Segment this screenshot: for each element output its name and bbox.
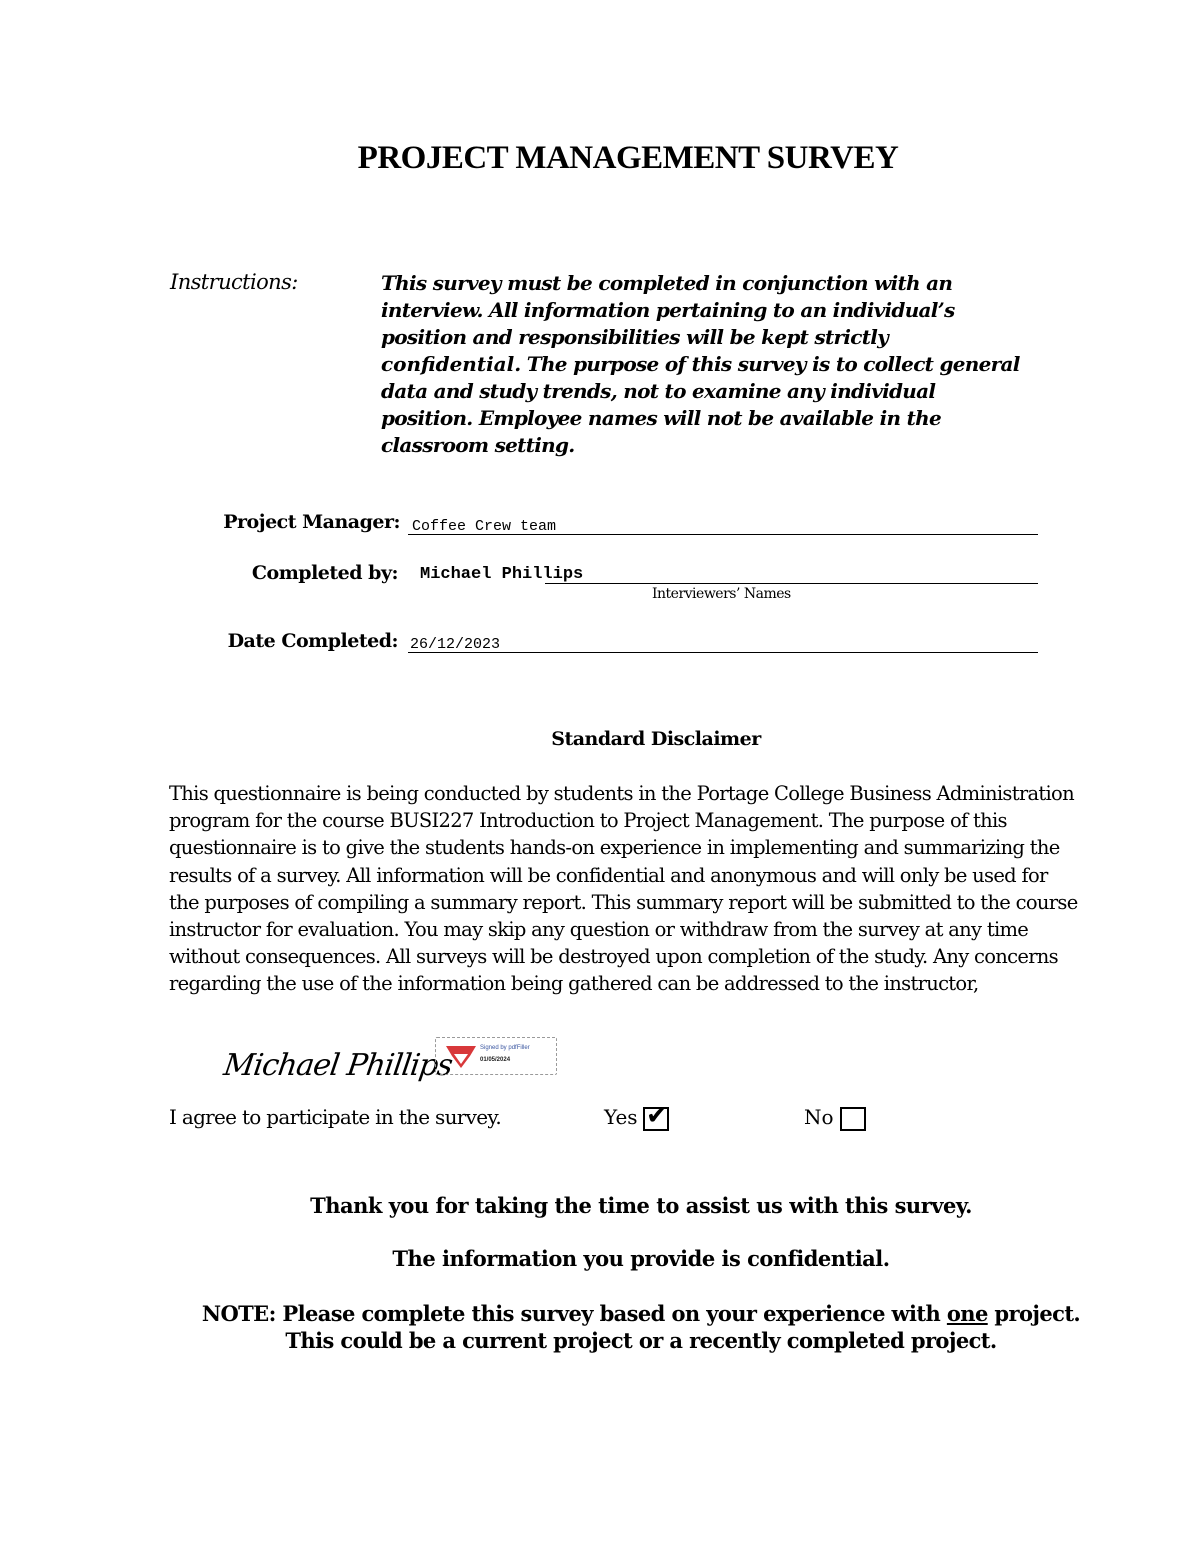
disclaimer-line: regarding the use of the information being gathered can be addressed to the instructor,	[169, 972, 979, 996]
checkmark-icon: ✔	[646, 1101, 668, 1131]
yes-checkbox[interactable]	[643, 1101, 669, 1131]
note-text	[0, 1300, 1200, 1354]
instructions-line: position. Employee names will not be available in the	[381, 406, 941, 430]
no-label: No	[804, 1105, 834, 1129]
confidential-emphasis: confidential	[381, 352, 515, 376]
date-completed-underline	[408, 652, 1038, 653]
consent-statement: I agree to participate in the survey.	[169, 1105, 501, 1129]
project-manager-label: Project Manager:	[223, 511, 400, 533]
interviewers-names-caption: Interviewers’ Names	[652, 586, 791, 602]
note-prefix: NOTE: Please complete this survey based on your experience with	[201, 1301, 947, 1326]
instructions-line: data and study trends, not to examine any individual	[381, 379, 936, 403]
completed-by-field[interactable]: Michael Phillips	[420, 565, 584, 584]
instructions-line: This survey must be completed in conjunction with an	[381, 271, 953, 295]
pdf-signature-stamp	[435, 1037, 557, 1075]
no-checkbox[interactable]	[840, 1107, 866, 1131]
page-title: PROJECT MANAGEMENT SURVEY	[357, 140, 899, 176]
date-completed-label: Date Completed:	[227, 630, 398, 652]
disclaimer-line: results of a survey. All information will be confidential and anonymous and will only be used for	[169, 863, 1048, 887]
completed-by-label: Completed by:	[251, 562, 398, 584]
date-completed-field[interactable]: 26/12/2023	[410, 636, 501, 653]
note-emphasis: one	[946, 1301, 988, 1326]
disclaimer-line: the purposes of compiling a summary report. This summary report will be submitted to the course	[169, 890, 1078, 914]
disclaimer-heading: Standard Disclaimer	[551, 728, 761, 750]
disclaimer-line: questionnaire is to give the students hands-on experience in implementing and summarizing the	[169, 836, 1060, 860]
completed-by-underline	[545, 583, 1038, 584]
stamp-text: Signed by pdfFiller	[480, 1045, 530, 1051]
instructions-line: interview. All information pertaining to an individual’s	[381, 298, 955, 322]
thank-you-text: Thank you for taking the time to assist us with this survey.	[310, 1193, 972, 1218]
disclaimer-line: without consequences. All surveys will be destroyed upon completion of the study. Any concerns	[169, 945, 1058, 969]
handwritten-signature: Michael Phillips	[221, 1048, 455, 1083]
project-manager-field[interactable]: Coffee Crew team	[412, 518, 557, 535]
instructions-label: Instructions:	[170, 270, 298, 294]
yes-label: Yes	[604, 1105, 638, 1129]
note-line-1	[0, 1300, 1200, 1327]
instructions-line: classroom setting.	[381, 433, 575, 457]
note-suffix: project.	[987, 1301, 1081, 1326]
disclaimer-line: This questionnaire is being conducted by students in the Portage College Business Administration	[169, 782, 1074, 805]
stamp-date: 01/05/2024	[480, 1057, 511, 1063]
disclaimer-line: program for the course BUSI227 Introduction to Project Management. The purpose of this	[169, 809, 1007, 833]
instructions-text	[381, 270, 1041, 459]
disclaimer-line: instructor for evaluation. You may skip any question or withdraw from the survey at any time	[169, 918, 1029, 942]
instructions-line: confidential. The purpose of this survey is to collect general	[381, 352, 1020, 376]
disclaimer-text	[169, 780, 1109, 998]
confidential-text: The information you provide is confidential.	[392, 1246, 890, 1271]
pdffiller-logo-icon	[444, 1044, 478, 1070]
note-line-2: This could be a current project or a recently completed project.	[285, 1328, 997, 1353]
instructions-line: position and responsibilities will be kept strictly	[381, 325, 889, 349]
